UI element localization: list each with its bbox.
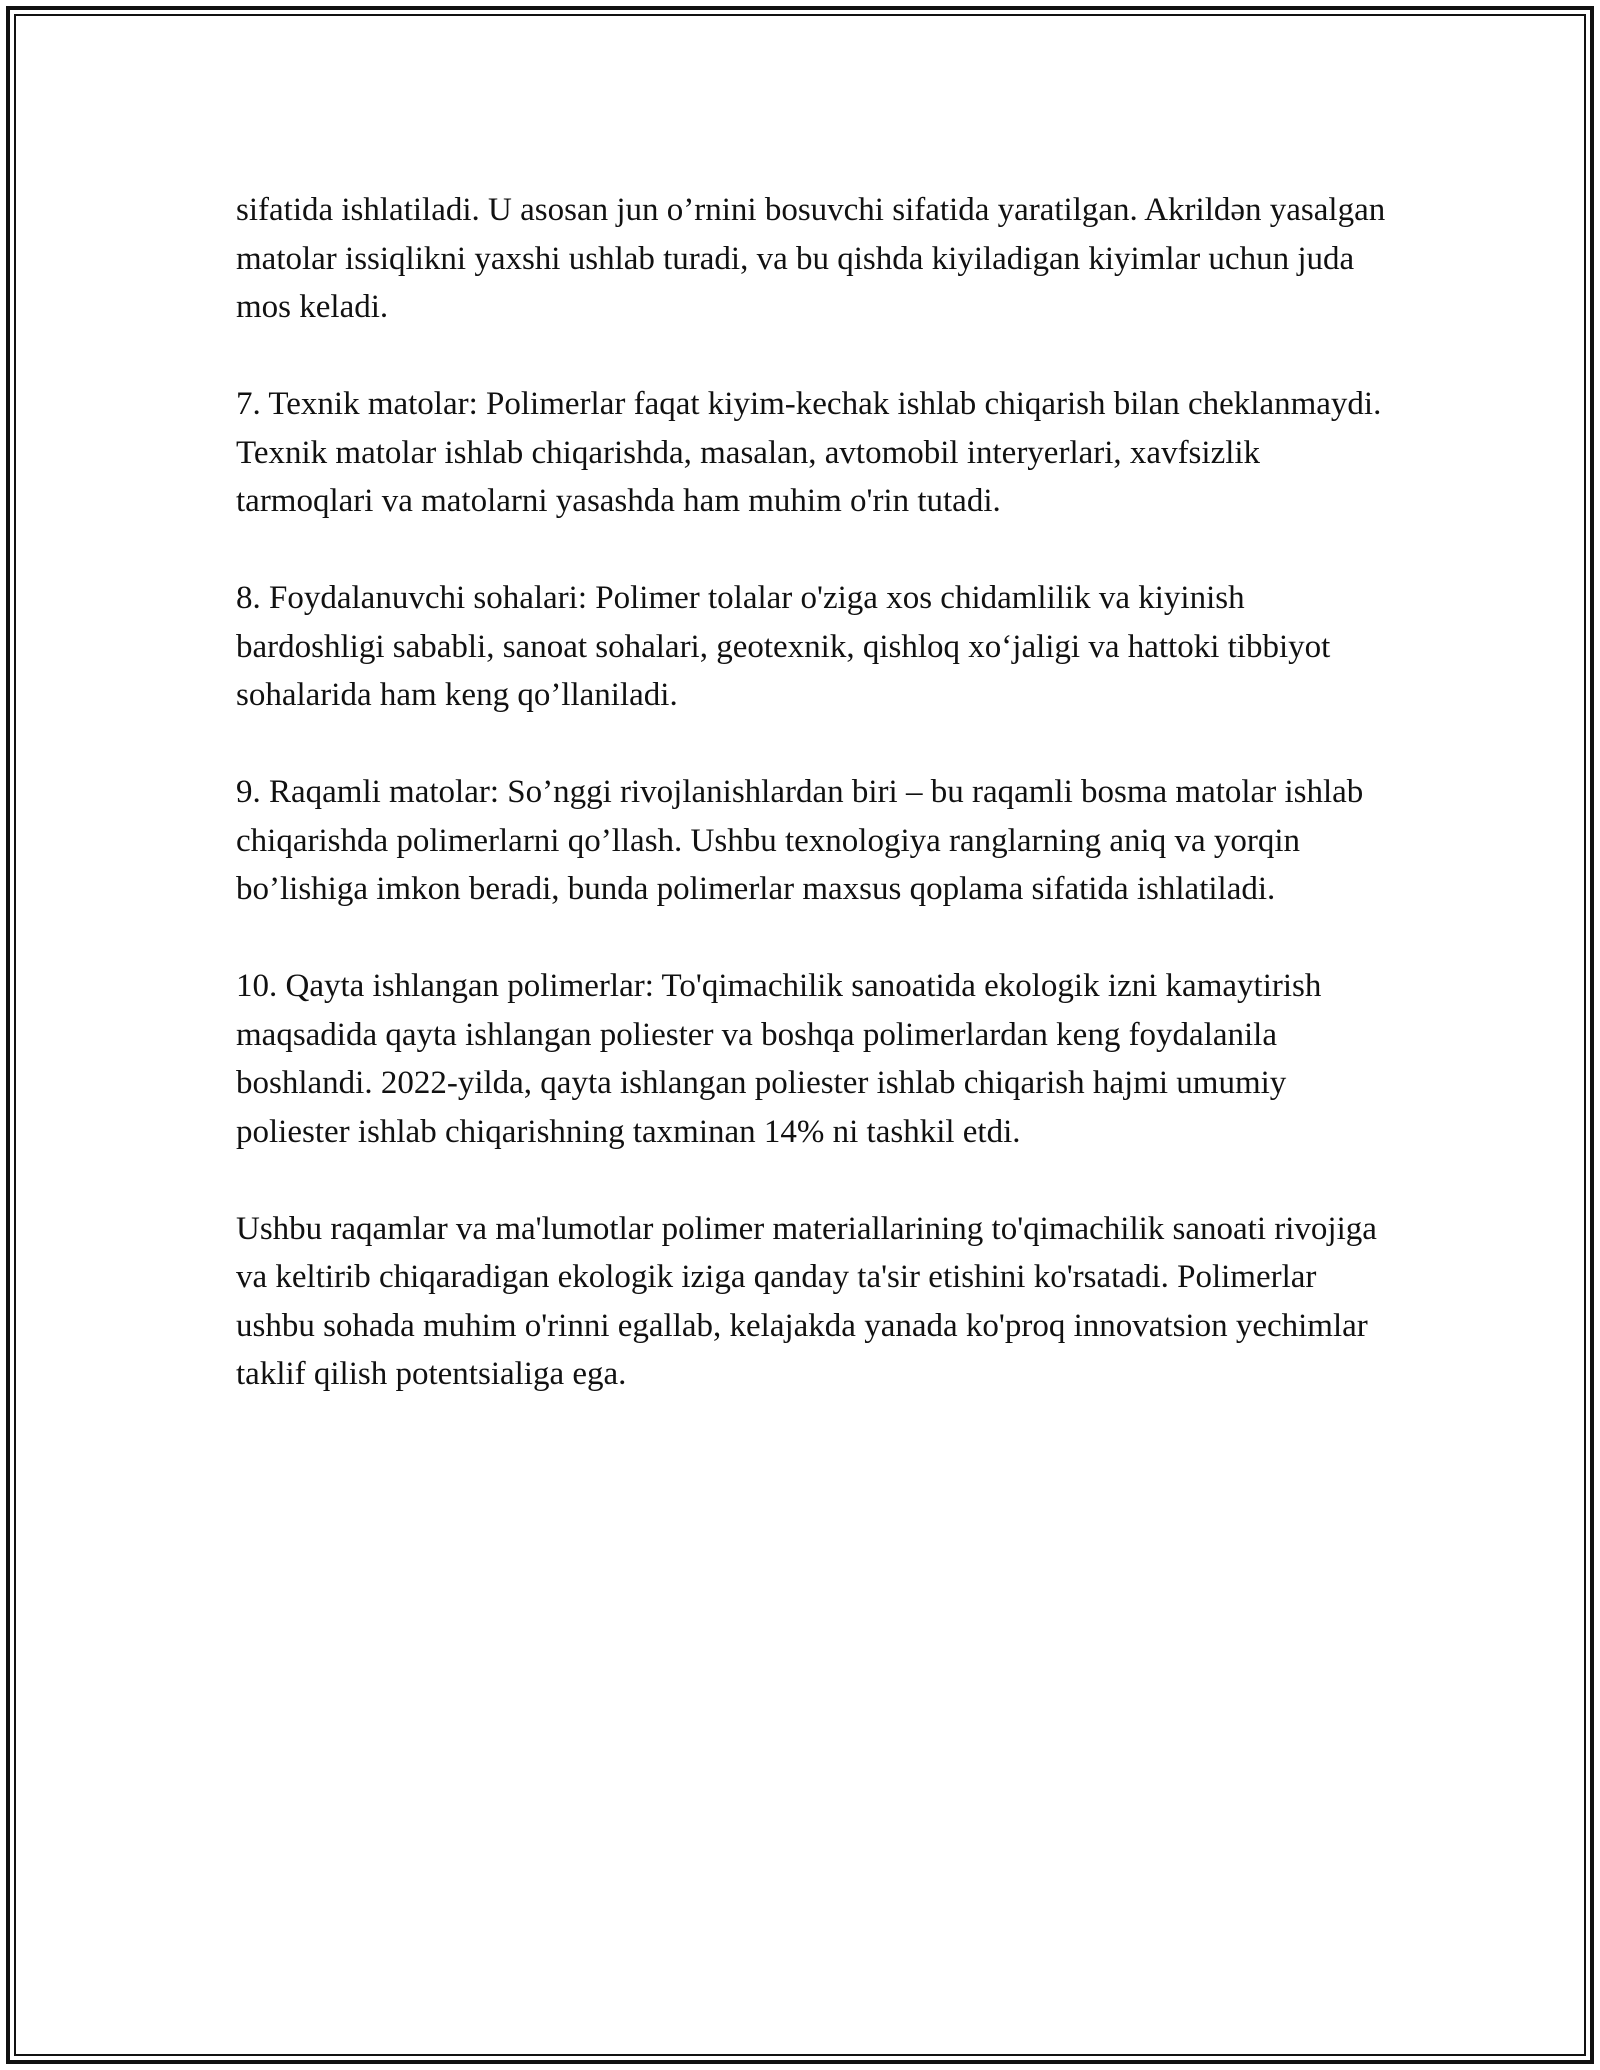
paragraph-digital-fabrics: 9. Raqamli matolar: So’nggi rivojlanishlardan biri – bu raqamli bosma matolar ishlab chiqarishda polimerlarni qo’llash. Ushbu texnologiya ranglarning aniq va yorqin bo’lishiga imkon beradi, bunda polimerlar maxsus qoplama sifatida ishlatiladi. bbox=[236, 774, 1364, 907]
paragraph-acrylic-continuation: sifatida ishlatiladi. U asosan jun o’rnini bosuvchi sifatida yaratilgan. Akrildən yasalgan matolar issiqlikni yaxshi ushlab turadi, va bu qishda kiyiladigan kiyimlar uchun juda mos keladi. bbox=[236, 192, 1386, 325]
paragraph-technical-fabrics: 7. Texnik matolar: Polimerlar faqat kiyim-kechak ishlab chiqarish bilan cheklanmaydi. Texnik matolar ishlab chiqarishda, masalan, avtomobil interyerlari, xavfsizlik tarmoqlari va matolarni yasashda ham muhim o'rin tutadi. bbox=[236, 386, 1382, 519]
document-body bbox=[236, 186, 1386, 1399]
paragraph-conclusion: Ushbu raqamlar va ma'lumotlar polimer materiallarining to'qimachilik sanoati rivojiga va keltirib chiqaradigan ekologik iziga qanday ta'sir etishini ko'rsatadi. Polimerlar ushbu sohada muhim o'rinni egallab, kelajakda yanada ko'proq innovatsion yechimlar taklif qilish potentsialiga ega. bbox=[236, 1210, 1377, 1392]
paragraph-application-areas: 8. Foydalanuvchi sohalari: Polimer tolalar o'ziga xos chidamlilik va kiyinish bardoshligi sababli, sanoat sohalari, geotexnik, qishloq xo‘jaligi va hattoki tibbiyot sohalarida ham keng qo’llaniladi. bbox=[236, 580, 1331, 713]
paragraph-recycled-polymers: 10. Qayta ishlangan polimerlar: To'qimachilik sanoatida ekologik izni kamaytirish maqsadida qayta ishlangan poliester va boshqa polimerlardan keng foydalanila boshlandi. 2022-yilda, qayta ishlangan poliester ishlab chiqarish hajmi umumiy poliester ishlab chiqarishning taxminan 14% ni tashkil etdi. bbox=[236, 968, 1322, 1150]
